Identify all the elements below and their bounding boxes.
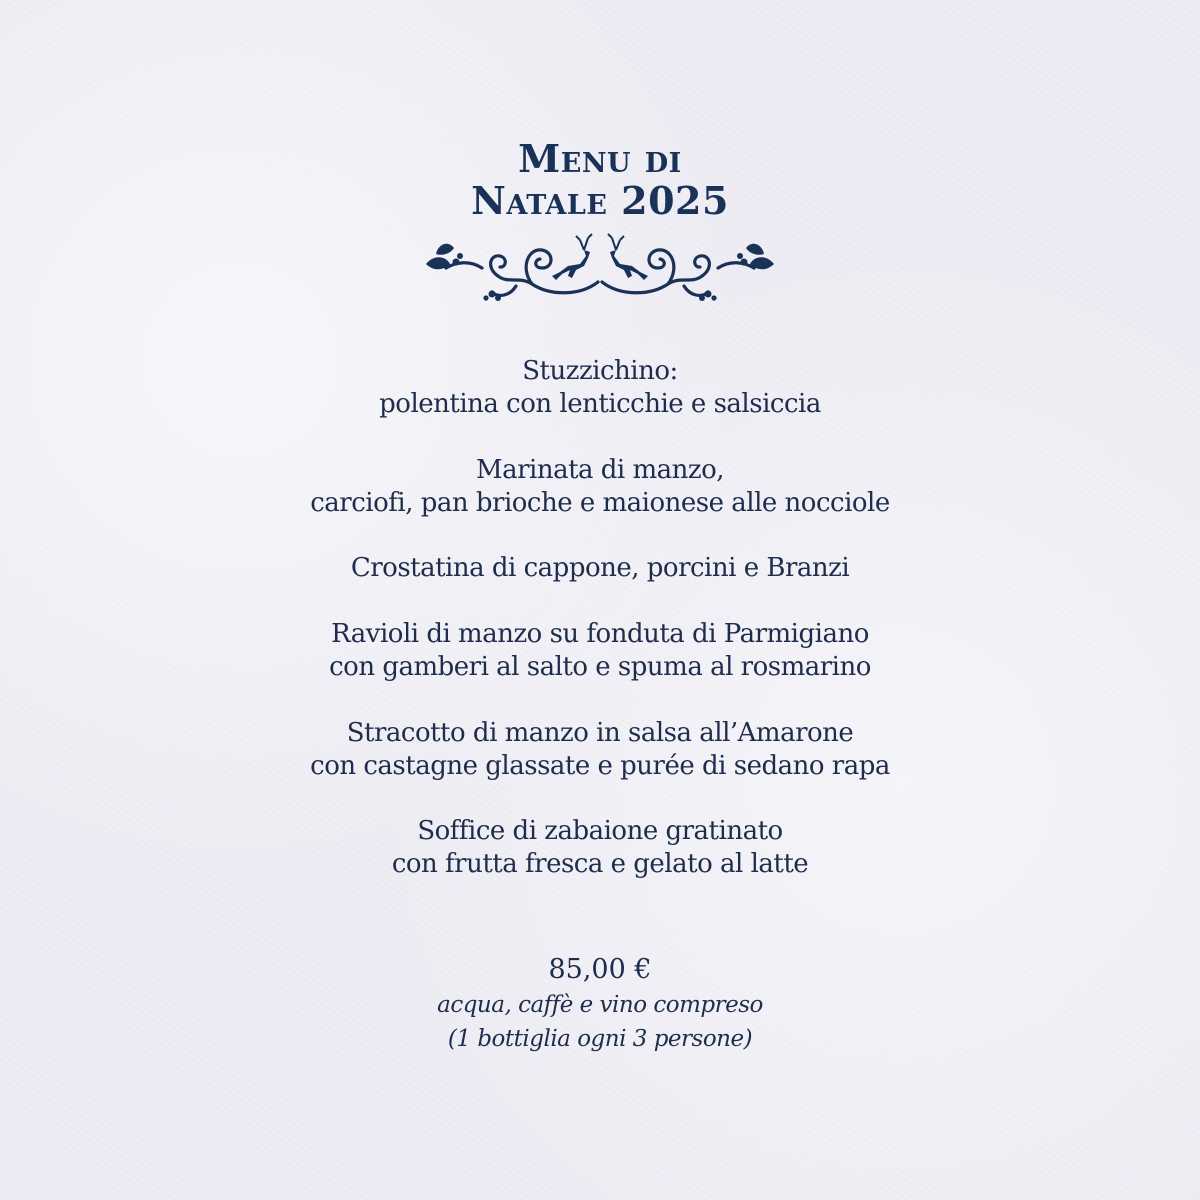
price-includes-note: acqua, caffè e vino compreso xyxy=(437,992,763,1018)
course-title: Marinata di manzo, xyxy=(475,455,725,485)
menu-title-line1: Menu di xyxy=(518,136,682,181)
course-stuzzichino xyxy=(0,355,1200,421)
menu-title-line2: Natale 2025 xyxy=(471,178,729,223)
wine-bottle-note: (1 bottiglia ogni 3 persone) xyxy=(447,1026,753,1052)
course-description: con gamberi al salto e spuma al rosmarino xyxy=(329,652,871,682)
course-title: Stuzzichino: xyxy=(522,356,678,386)
menu-price: 85,00 € xyxy=(548,954,652,985)
course-soffice xyxy=(0,815,1200,881)
course-title: Soffice di zabaione gratinato xyxy=(417,816,783,846)
course-marinata xyxy=(0,454,1200,520)
course-title: Ravioli di manzo su fonduta di Parmigiano xyxy=(331,619,869,649)
course-title: Stracotto di manzo in salsa all’Amarone xyxy=(346,718,854,748)
course-description: polentina con lenticchie e salsiccia xyxy=(379,389,821,419)
course-crostatina xyxy=(0,552,1200,585)
reindeer-flourish-ornament-icon xyxy=(420,226,780,302)
course-description: con frutta fresca e gelato al latte xyxy=(391,849,809,879)
course-description: carciofi, pan brioche e maionese alle nocciole xyxy=(310,488,890,518)
course-title: Crostatina di cappone, porcini e Branzi xyxy=(350,553,850,583)
course-ravioli xyxy=(0,618,1200,684)
course-description: con castagne glassate e purée di sedano rapa xyxy=(310,751,890,781)
course-stracotto xyxy=(0,717,1200,783)
